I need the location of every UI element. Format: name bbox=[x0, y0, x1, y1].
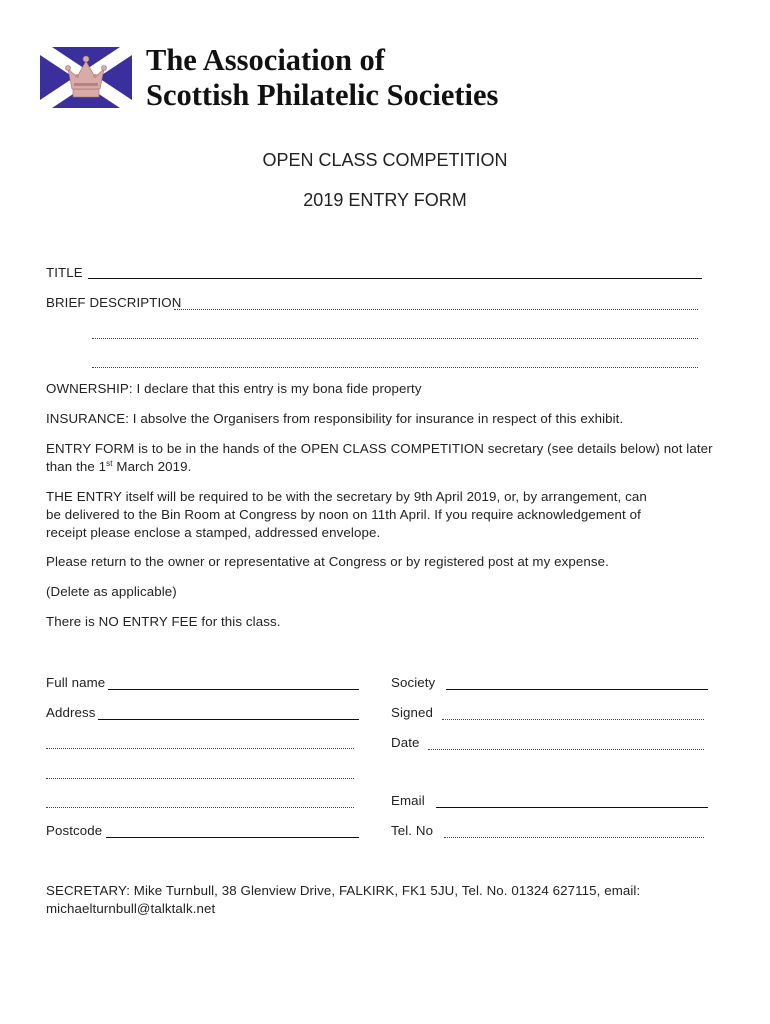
society-field[interactable] bbox=[446, 689, 708, 690]
postcode-field[interactable] bbox=[106, 837, 359, 838]
date-label: Date bbox=[391, 735, 420, 750]
address-label: Address bbox=[46, 705, 96, 720]
form-heading: 2019 ENTRY FORM bbox=[303, 190, 467, 210]
return-text: Please return to the owner or representative at Congress or by registered post at my expense. bbox=[46, 554, 609, 569]
brief-description-line-2[interactable] bbox=[92, 338, 698, 339]
secretary-email[interactable]: michaelturnbull@talktalk.net bbox=[46, 901, 216, 916]
full-name-field[interactable] bbox=[108, 689, 359, 690]
secretary-details bbox=[46, 882, 736, 918]
signed-label: Signed bbox=[391, 705, 434, 720]
address-line-3[interactable] bbox=[46, 778, 354, 779]
brief-description-line-3[interactable] bbox=[92, 367, 698, 368]
brief-description-field[interactable] bbox=[174, 309, 698, 310]
ownership-text: OWNERSHIP: I declare that this entry is my bona fide property bbox=[46, 381, 422, 396]
competition-heading: OPEN CLASS COMPETITION bbox=[262, 150, 508, 170]
entry-itself-line2: be delivered to the Bin Room at Congress by noon on 11th April. If you require acknowledgement of bbox=[46, 507, 641, 522]
no-fee-text: There is NO ENTRY FEE for this class. bbox=[46, 614, 281, 629]
org-title-line2: Scottish Philatelic Societies bbox=[146, 78, 499, 112]
delete-note: (Delete as applicable) bbox=[46, 584, 177, 599]
email-field[interactable] bbox=[436, 807, 708, 808]
address-line-2[interactable] bbox=[46, 748, 354, 749]
postcode-label: Postcode bbox=[46, 823, 103, 838]
entry-itself-text bbox=[46, 488, 736, 542]
secretary-line1: SECRETARY: Mike Turnbull, 38 Glenview Drive, FALKIRK, FK1 5JU, Tel. No. 01324 627115, email: bbox=[46, 883, 641, 898]
title-field[interactable] bbox=[88, 278, 702, 279]
tel-field[interactable] bbox=[444, 837, 704, 838]
association-logo bbox=[40, 47, 132, 108]
entry-form-line2: than the 1st March 2019. bbox=[46, 459, 192, 474]
entry-form-line1: ENTRY FORM is to be in the hands of the OPEN CLASS COMPETITION secretary (see details below) not later bbox=[46, 441, 713, 456]
entry-itself-line3: receipt please enclose a stamped, addressed envelope. bbox=[46, 525, 381, 540]
date-field[interactable] bbox=[428, 749, 704, 750]
org-title-line1: The Association of bbox=[146, 43, 385, 77]
address-line-4[interactable] bbox=[46, 807, 354, 808]
insurance-text: INSURANCE: I absolve the Organisers from responsibility for insurance in respect of this exhibit. bbox=[46, 411, 624, 426]
address-field[interactable] bbox=[98, 719, 359, 720]
signed-field[interactable] bbox=[442, 719, 704, 720]
brief-description-label: BRIEF DESCRIPTION bbox=[46, 295, 182, 310]
full-name-label: Full name bbox=[46, 675, 106, 690]
society-label: Society bbox=[391, 675, 436, 690]
entry-form-text bbox=[46, 440, 736, 476]
entry-itself-line1: THE ENTRY itself will be required to be with the secretary by 9th April 2019, or, by arrangement, can bbox=[46, 489, 647, 504]
email-label: Email bbox=[391, 793, 425, 808]
title-label: TITLE bbox=[46, 265, 83, 280]
tel-label: Tel. No bbox=[391, 823, 434, 838]
organisation-title bbox=[146, 43, 498, 113]
